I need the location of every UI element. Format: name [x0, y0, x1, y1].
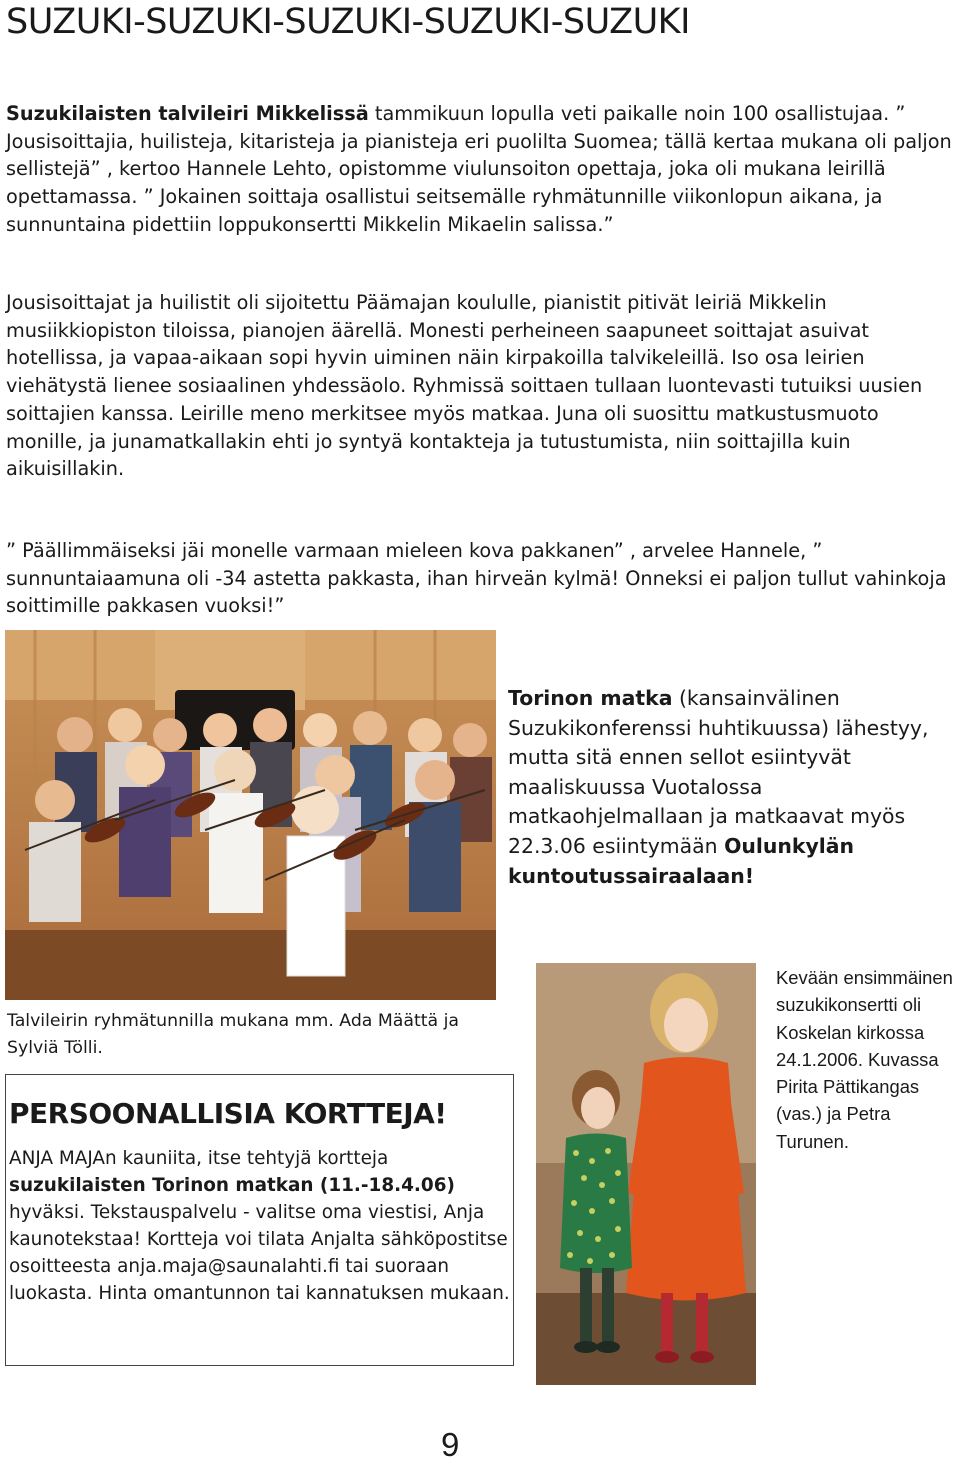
concert-girls-photo: [536, 963, 756, 1385]
article-paragraph-2: Jousisoittajat ja huilistit oli sijoitettu Päämajan koululle, pianistit pitivät leiriä Mikkelin musiikkiopiston tiloissa, pianojen äärellä. Monesti perheineen saapuneet soittajat asuivat hotellissa, ja vapaa-aikaan sopi hyvin uiminen näin kirpakoilla talvikeleillä. Iso osa leirien viehätystä lienee sosiaalinen yhdessäolo. Ryhmissä soittaen tullaan luontevasti tutuiksi uusien soittajien kanssa. Leirille meno merkitsee myös matkaa. Juna oli suosittu matkustusmuoto monille, ja junamatkallakin ehti jo syntyä kontakteja ja tutustumista, niin soittajilla kuin aikuisillakin.: [6, 291, 923, 481]
cards-ad-text-2: hyväksi. Tekstauspalvelu - valitse oma viestisi, Anja kaunotekstaa! Kortteja voi tilata Anjalta sähköpostitse osoitteesta anja.maja@saunalahti.fi tai suoraan luokasta. Hinta omantunnon tai kannatuksen mukaan.: [9, 1202, 510, 1305]
photo-caption-concert: Kevään ensimmäinen suzukikonsertti oli Koskelan kirkossa 24.1.2006. Kuvassa Pirita Pättikangas (vas.) ja Petra Turunen.: [776, 967, 953, 1152]
torino-trip-text: (kansainvälinen Suzukikonferenssi huhtikuussa) lähestyy, mutta sitä ennen sellot esiintyvät maaliskuussa Vuotalossa matkaohjelmallaan ja matkaavat myös 22.3.06 esiintymään: [508, 686, 929, 858]
article-paragraph-1: [6, 100, 954, 239]
violin-group-photo: [5, 630, 496, 1000]
cards-ad-box: [5, 1074, 514, 1366]
article-quote-paragraph: ” Päällimmäiseksi jäi monelle varmaan mieleen kova pakkanen” , arvelee Hannele, ” sunnuntaiaamuna oli -34 astetta pakkasta, ihan hirveän kylmä! Onneksi ei paljon tullut vahinkoja soittimille pakkasen vuoksi!”: [6, 539, 947, 618]
photo-caption-camp: Talvileirin ryhmätunnilla mukana mm. Ada Määttä ja Sylviä Tölli.: [7, 1011, 459, 1058]
page-number: 9: [441, 1426, 460, 1463]
cards-ad-bold: suzukilaisten Torinon matkan (11.-18.4.06): [9, 1175, 455, 1197]
cards-ad-text: [9, 1145, 512, 1308]
torino-trip-note: [508, 684, 960, 891]
cards-ad-text-1: ANJA MAJAn kauniita, itse tehtyjä kortteja: [9, 1148, 389, 1169]
article-lead-bold: Suzukilaisten talvileiri Mikkelissä: [6, 102, 369, 125]
article-paragraph-1-text: tammikuun lopulla veti paikalle noin 100 osallistujaa. ” Jousisoittajia, huilisteja, kitaristeja ja pianisteja eri puolilta Suomea; tällä kertaa mukana oli paljon sellistejä” , kertoo Hannele Lehto, opistomme viulunsoiton opettaja, joka oli mukana leirillä opettamassa. ” Jokainen soittaja osallistui seitsemälle ryhmätunnille viikonlopun aikana, ja sunnuntaina pidettiin loppukonsertti Mikkelin Mikaelin salissa.”: [6, 102, 952, 236]
torino-trip-heading: Torinon matka: [508, 686, 673, 710]
page-header: SUZUKI-SUZUKI-SUZUKI-SUZUKI-SUZUKI: [6, 2, 690, 42]
cards-ad-title: PERSOONALLISIA KORTTEJA!: [9, 1097, 447, 1130]
torino-trip-venue: Oulunkylän kuntoutussairaalaan!: [508, 833, 855, 888]
